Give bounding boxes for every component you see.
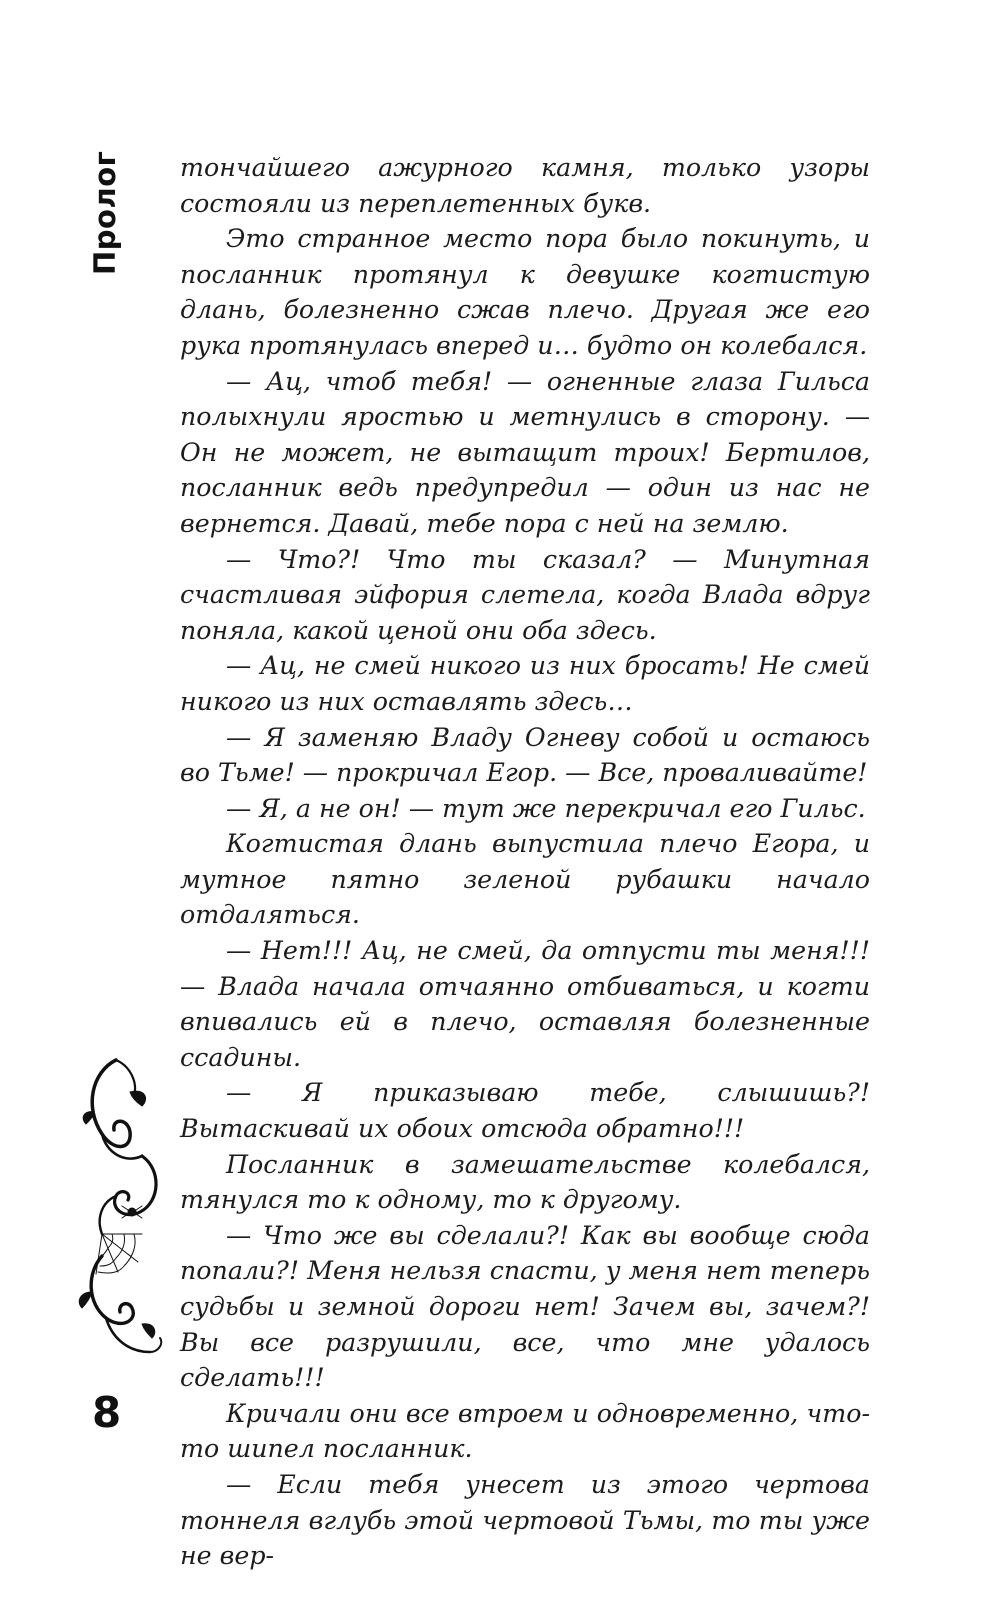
- paragraph: — Ац, не смей никого из них бросать! Не смей никого из них оставлять здесь…: [180, 651, 870, 716]
- running-head-title: Пролог: [88, 150, 122, 275]
- paragraph: — Нет!!! Ац, не смей, да отпусти ты меня!!! — Влада начала отчаянно отбиваться, и когти впивались ей в плечо, оставляя болезненные ссадины.: [180, 936, 870, 1072]
- paragraph: — Если тебя унесет из этого чертова тоннеля вглубь этой чертовой Тьмы, то ты уже не вер-: [180, 1469, 870, 1571]
- page-number: 8: [92, 1388, 122, 1437]
- paragraph: — Что?! Что ты сказал? — Минутная счастливая эйфория слетела, когда Влада вдруг поняла, какой ценой они оба здесь.: [180, 544, 870, 645]
- vine-spiderweb-ornament-icon: [72, 1052, 172, 1372]
- paragraph: Кричали они все втроем и одновременно, что-то шипел посланник.: [180, 1398, 870, 1464]
- paragraph: Посланник в замешательстве колебался, тянулся то к одному, то к другому.: [180, 1149, 870, 1215]
- paragraph: Когтистая длань выпустила плечо Егора, и мутное пятно зеленой рубашки начало отдаляться.: [180, 829, 870, 930]
- running-head: [88, 150, 168, 275]
- paragraph: — Я, а не он! — тут же перекричал его Гильс.: [226, 793, 866, 823]
- paragraph: — Я заменяю Владу Огневу собой и остаюсь во Тьме! — прокричал Егор. — Все, проваливайте!: [180, 722, 870, 788]
- paragraph: Это странное место пора было покинуть, и посланник протянул к девушке когтистую длань, болезненно сжав плечо. Другая же его рука протянулась вперед и… будто он колебался.: [180, 224, 870, 360]
- paragraph: — Ац, чтоб тебя! — огненные глаза Гильса полыхнули яростью и метнулись в сторону. — Он не может, не вытащит троих! Бертилов, посланник ведь предупредил — один из нас не вернется. Давай, тебе пора с ней на землю.: [180, 366, 870, 538]
- paragraph: тончайшего ажурного камня, только узоры состояли из переплетенных букв.: [180, 153, 870, 218]
- body-text: [180, 150, 870, 1574]
- paragraph: — Я приказываю тебе, слышишь?! Вытаскивай их обоих отсюда обратно!!!: [180, 1078, 870, 1144]
- paragraph: — Что же вы сделали?! Как вы вообще сюда попали?! Меня нельзя спасти, у меня нет теперь судьбы и земной дороги нет! Зачем вы, зачем?! Вы все разрушили, все, что мне удалось сделать!!!: [180, 1220, 870, 1393]
